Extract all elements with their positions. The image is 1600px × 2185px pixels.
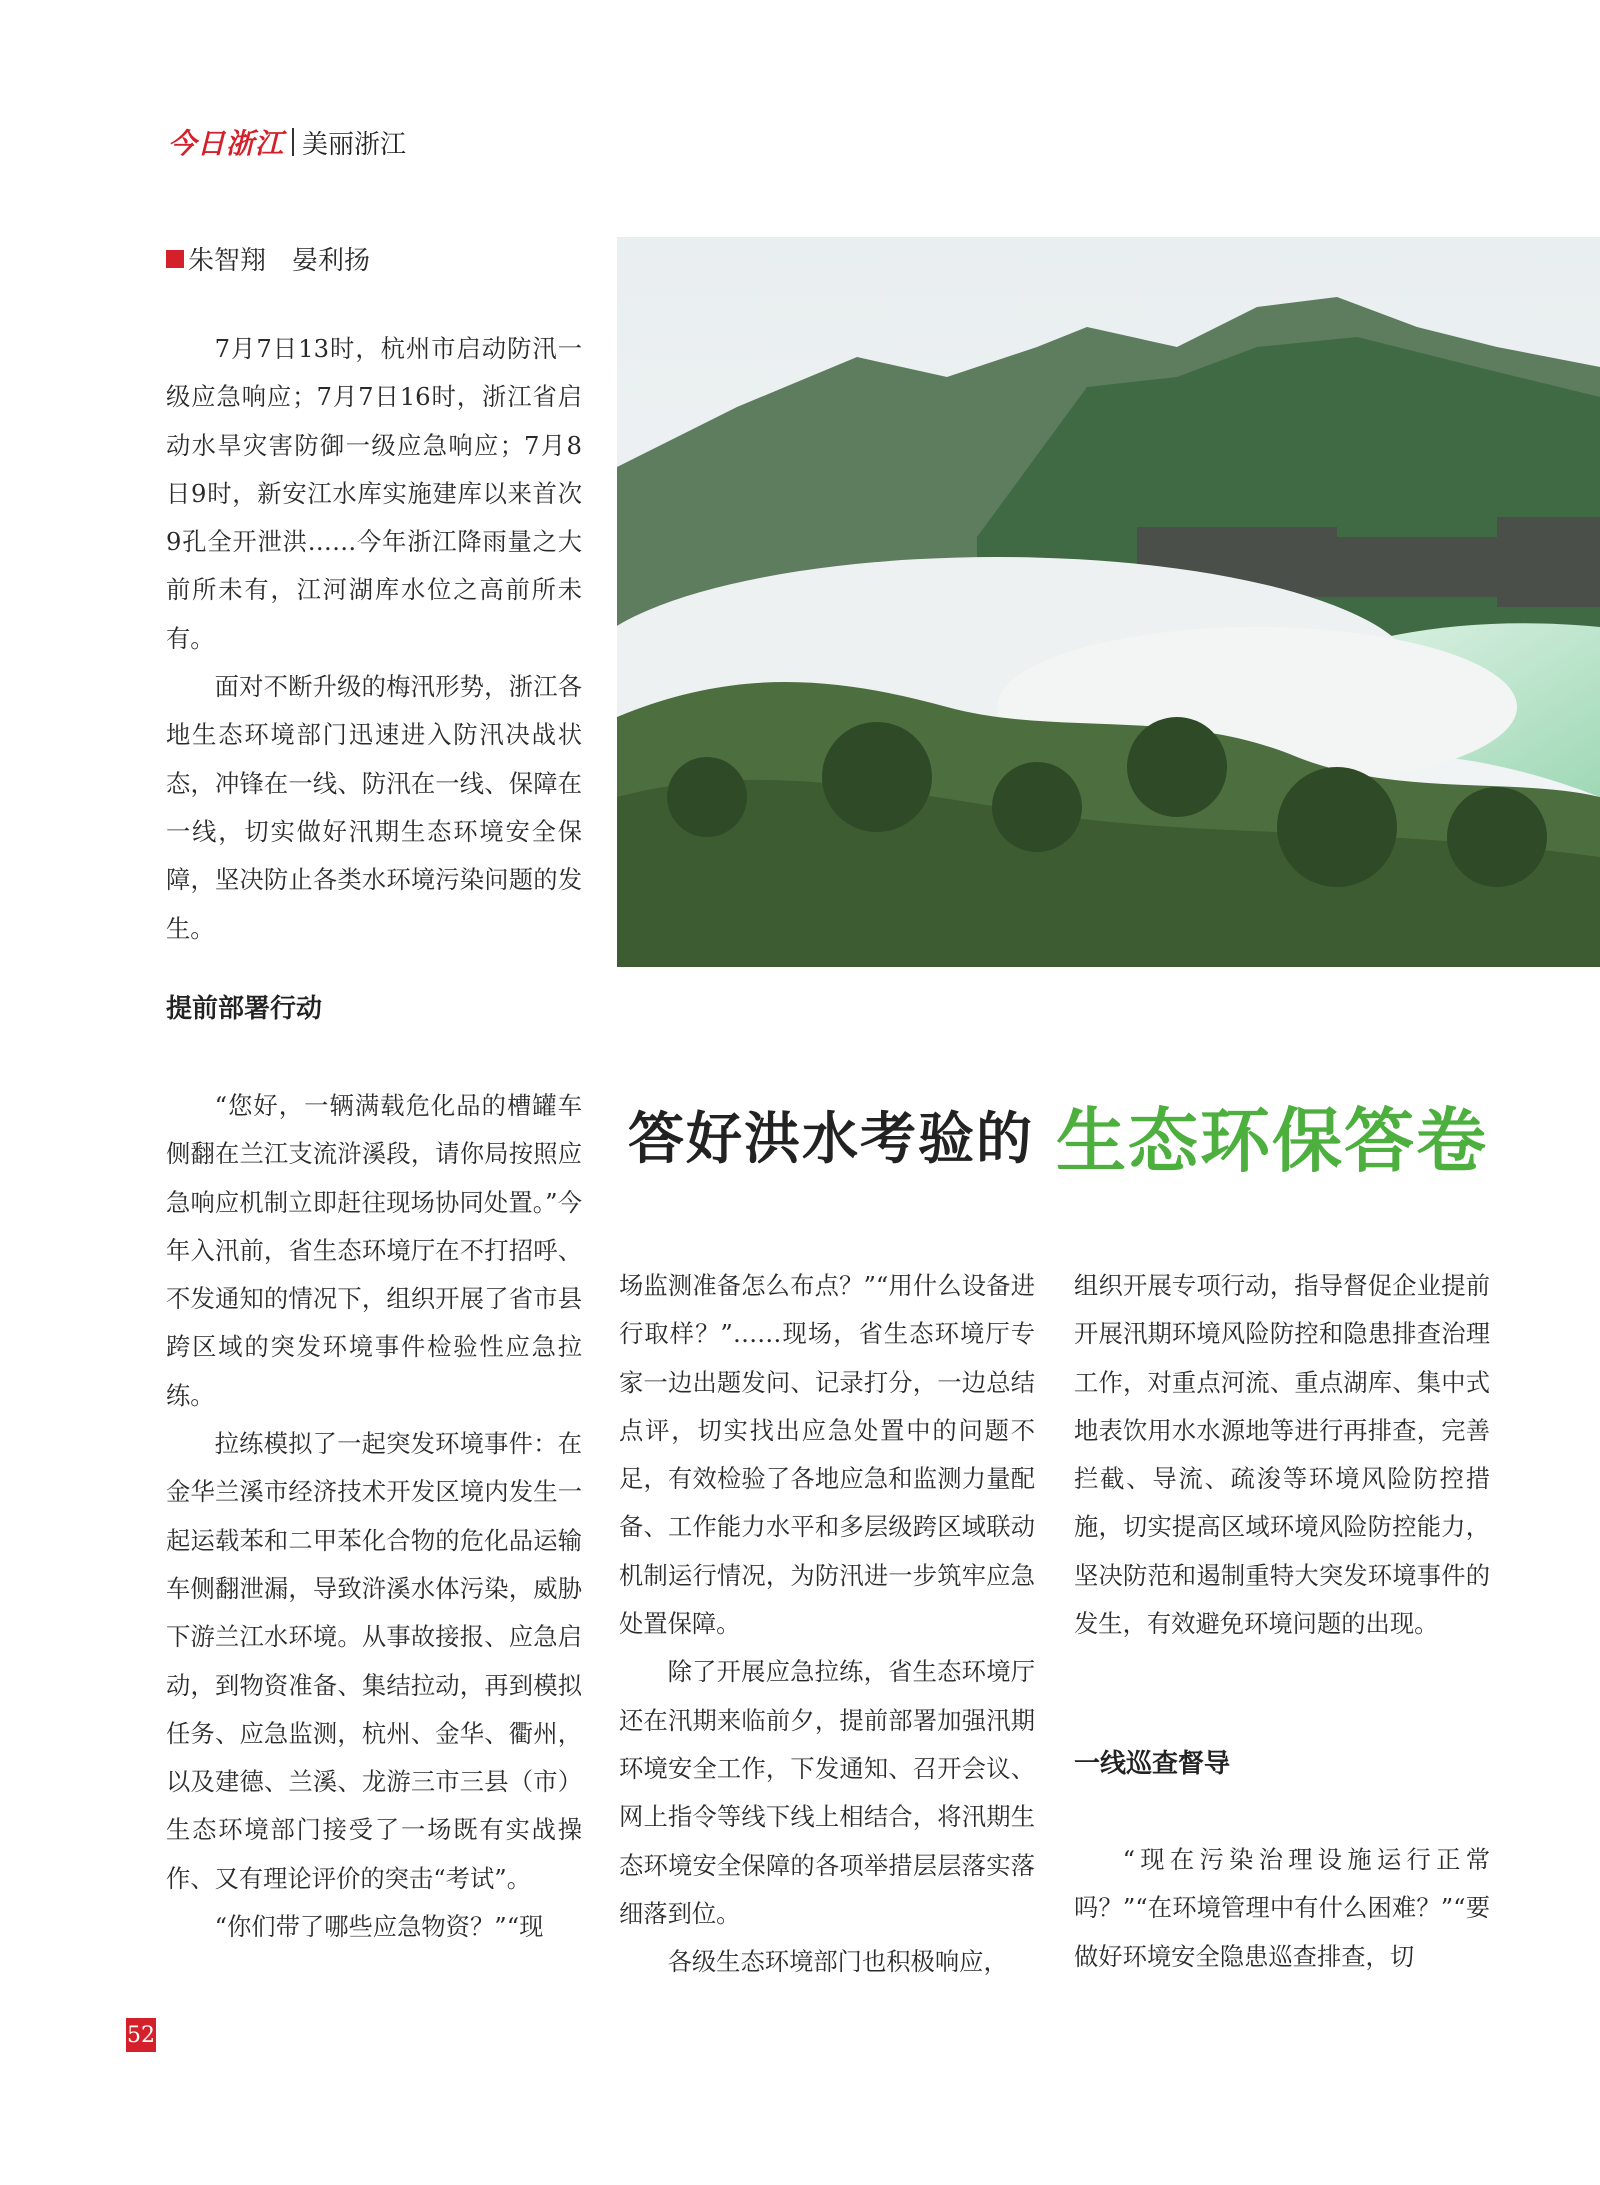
paragraph: 7月7日13时，杭州市启动防汛一级应急响应；7月7日16时，浙江省启动水旱灾害防御一级应急响应；7月8日9时，新安江水库实施建库以来首次9孔全开泄洪……今年浙江降雨量之大前所未有，江河湖库水位之高前所未有。 (166, 334, 582, 653)
dam-flood-discharge-photo (617, 237, 1600, 967)
paragraph: 组织开展专项行动，指导督促企业提前开展汛期环境风险防控和隐患排查治理工作，对重点河流、重点湖库、集中式地表饮用水水源地等进行再排查，完善拦截、导流、疏浚等环境风险防控措施，切实提高区域环境风险防控能力，坚决防范和遏制重特大突发环境事件的发生，有效避免环境问题的出现。 (1074, 1271, 1490, 1639)
byline (166, 240, 370, 277)
column-right-continued (1074, 1836, 1490, 1981)
page-header (168, 122, 406, 162)
byline-authors: 朱智翔 晏利扬 (188, 246, 371, 276)
paragraph: 场监测准备怎么布点？”“用什么设备进行取样？”……现场，省生态环境厅专家一边出题发问、记录打分，一边总结点评，切实找出应急处置中的问题不足，有效检验了各地应急和监测力量配备、工作能力水平和多层级跨区域联动机制运行情况，为防汛进一步筑牢应急处置保障。 (619, 1271, 1035, 1639)
column-right (1074, 1262, 1490, 1648)
title-part1: 答好洪水考验的 (628, 1106, 1034, 1172)
page-number: 52 (126, 2018, 156, 2052)
byline-marker-icon (166, 250, 184, 268)
header-divider (292, 128, 294, 156)
paragraph: 各级生态环境部门也积极响应， (667, 1947, 1008, 1977)
paragraph: “现在污染治理设施运行正常吗？”“在环境管理中有什么困难？”“要做好环境安全隐患巡查排查，切 (1074, 1845, 1490, 1971)
magazine-logo: 今日浙江 (168, 127, 285, 160)
subheading-deploy: 提前部署行动 (166, 994, 323, 1024)
column-middle (619, 1262, 1035, 1986)
title-part2: 生态环保答卷 (1056, 1099, 1488, 1182)
intro-column (166, 325, 582, 953)
subheading-inspection: 一线巡查督导 (1074, 1749, 1231, 1779)
column-left (166, 1082, 582, 1951)
section-name: 美丽浙江 (302, 129, 407, 160)
paragraph: “你们带了哪些应急物资？”“现 (214, 1912, 544, 1942)
paragraph: 除了开展应急拉练，省生态环境厅还在汛期来临前夕，提前部署加强汛期环境安全工作，下发通知、召开会议、网上指令等线下线上相结合，将汛期生态环境安全保障的各项举措层层落实落细落到位。 (619, 1657, 1035, 1928)
paragraph: 面对不断升级的梅汛形势，浙江各地生态环境部门迅速进入防汛决战状态，冲锋在一线、防汛在一线、保障在一线，切实做好汛期生态环境安全保障，坚决防止各类水环境污染问题的发生。 (166, 672, 582, 943)
paragraph: 拉练模拟了一起突发环境事件：在金华兰溪市经济技术开发区境内发生一起运载苯和二甲苯化合物的危化品运输车侧翻泄漏，导致浒溪水体污染，威胁下游兰江水环境。从事故接报、应急启动，到物资准备、集结拉动，再到模拟任务、应急监测，杭州、金华、衢州，以及建德、兰溪、龙游三市三县（市）生态环境部门接受了一场既有实战操作、又有理论评价的突击“考试”。 (166, 1429, 582, 1893)
article-title (628, 1085, 1488, 1185)
paragraph: “您好，一辆满载危化品的槽罐车侧翻在兰江支流浒溪段，请你局按照应急响应机制立即赶往现场协同处置。”今年入汛前，省生态环境厅在不打招呼、不发通知的情况下，组织开展了省市县跨区域的突发环境事件检验性应急拉练。 (166, 1091, 582, 1410)
